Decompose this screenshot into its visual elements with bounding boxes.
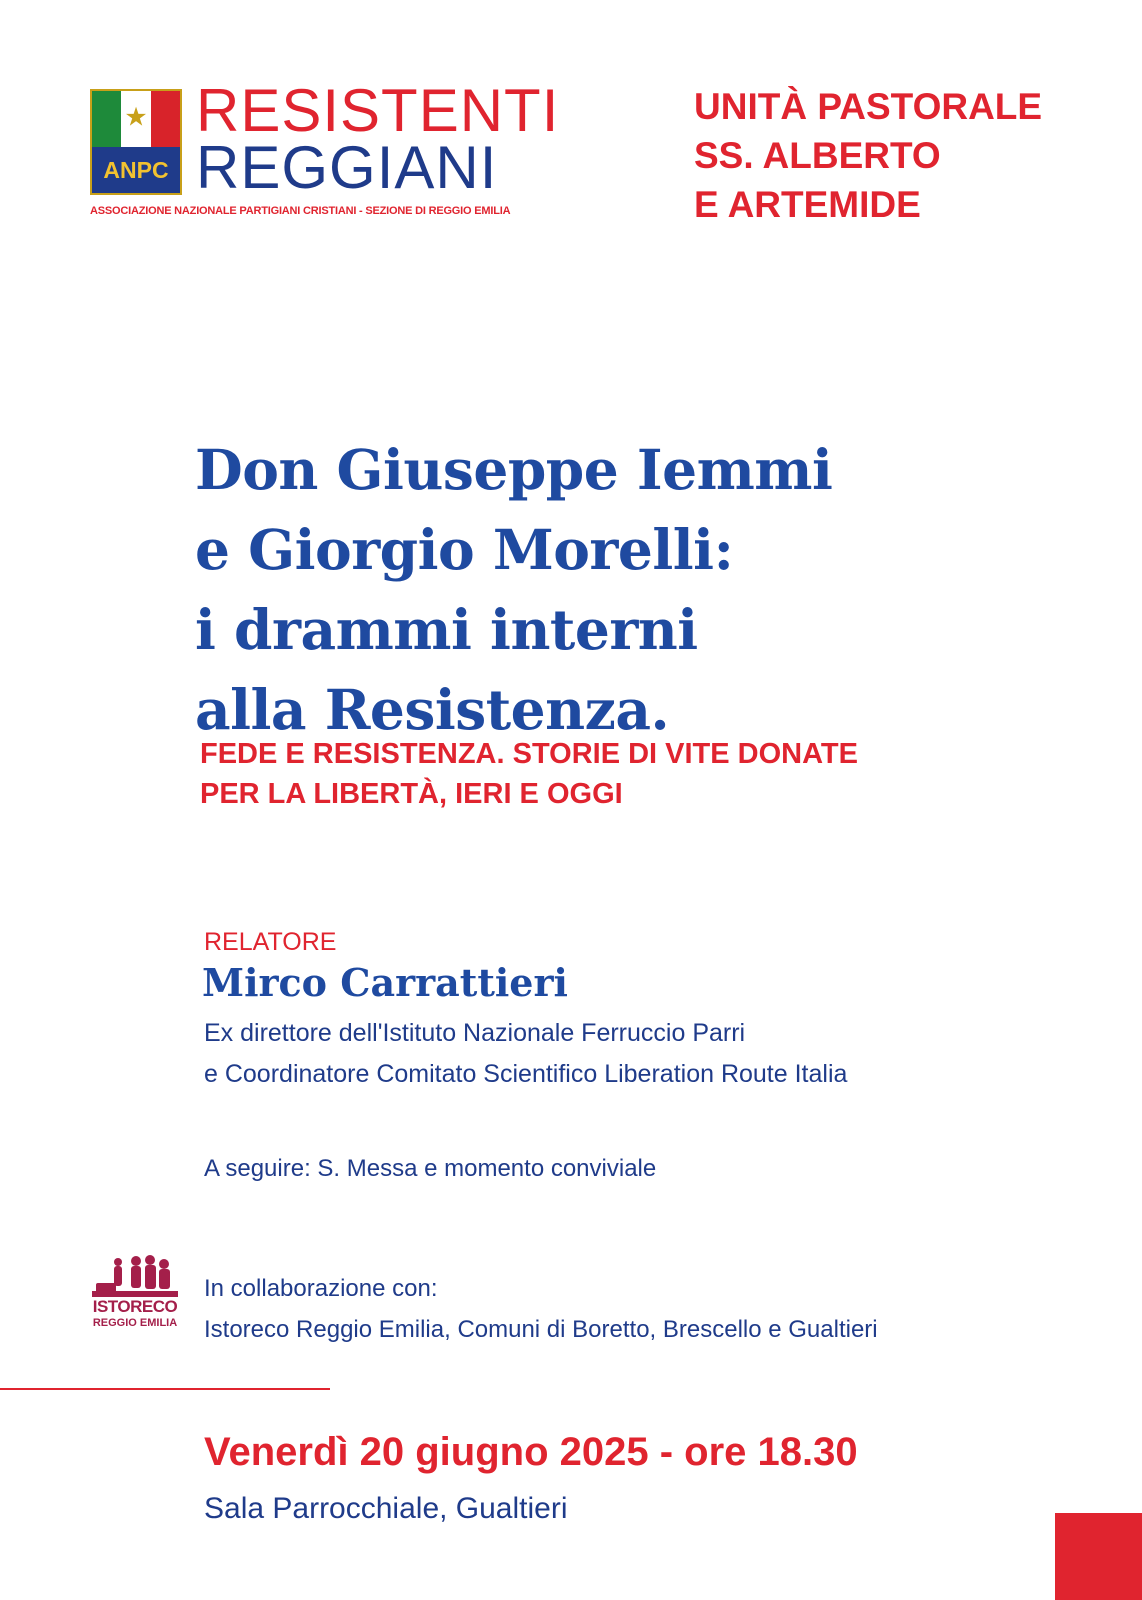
title-line: i drammi interni	[195, 597, 698, 662]
istoreco-logo-name: ISTORECO	[92, 1297, 178, 1316]
speaker-label: RELATORE	[204, 928, 337, 956]
corner-decoration	[1055, 1513, 1142, 1600]
event-venue: Sala Parrocchiale, Gualtieri	[204, 1492, 568, 1525]
speaker-description-line: Ex direttore dell'Istituto Nazionale Ferruccio Parri	[204, 1019, 746, 1047]
speaker-description-line: e Coordinatore Comitato Scientifico Liberation Route Italia	[204, 1060, 848, 1088]
istoreco-logo-city: REGGIO EMILIA	[92, 1317, 178, 1329]
parish-name	[694, 82, 1042, 229]
speaker-description	[204, 1013, 847, 1095]
parish-line: UNITÀ PASTORALE	[694, 86, 1043, 127]
anpc-badge	[92, 147, 180, 193]
title-line: e Giorgio Morelli:	[195, 517, 734, 582]
logo-subtitle: ASSOCIAZIONE NAZIONALE PARTIGIANI CRISTIANI - SEZIONE DI REGGIO EMILIA	[90, 205, 511, 217]
anpc-emblem	[90, 89, 182, 195]
collaboration-line: Istoreco Reggio Emilia, Comuni di Boretto, Brescello e Gualtieri	[204, 1316, 878, 1343]
subtitle-line: FEDE E RESISTENZA. STORIE DI VITE DONATE	[200, 738, 858, 770]
star-icon: ★	[124, 102, 148, 133]
following-note: A seguire: S. Messa e momento conviviale	[204, 1155, 657, 1182]
event-date: Venerdì 20 giugno 2025 - ore 18.30	[204, 1430, 858, 1474]
istoreco-figures-icon	[88, 1255, 182, 1299]
parish-line: SS. ALBERTO	[694, 135, 941, 176]
event-subtitle	[200, 734, 858, 814]
italian-flag	[92, 91, 180, 147]
logo-title-line2: REGGIANI	[196, 134, 498, 201]
divider	[0, 1388, 330, 1390]
anpc-badge-text: ANPC	[103, 156, 169, 183]
collaboration-line: In collaborazione con:	[204, 1275, 438, 1302]
speaker-name: Mirco Carrattieri	[202, 960, 568, 1005]
title-line: alla Resistenza.	[195, 677, 670, 742]
collaboration-text	[204, 1268, 878, 1350]
event-title	[195, 430, 832, 750]
subtitle-line: PER LA LIBERTÀ, IERI E OGGI	[200, 778, 623, 810]
istoreco-logo	[88, 1255, 182, 1335]
logo-title-line1: RESISTENTI	[196, 77, 560, 144]
parish-line: E ARTEMIDE	[694, 184, 921, 225]
title-line: Don Giuseppe Iemmi	[195, 437, 833, 502]
